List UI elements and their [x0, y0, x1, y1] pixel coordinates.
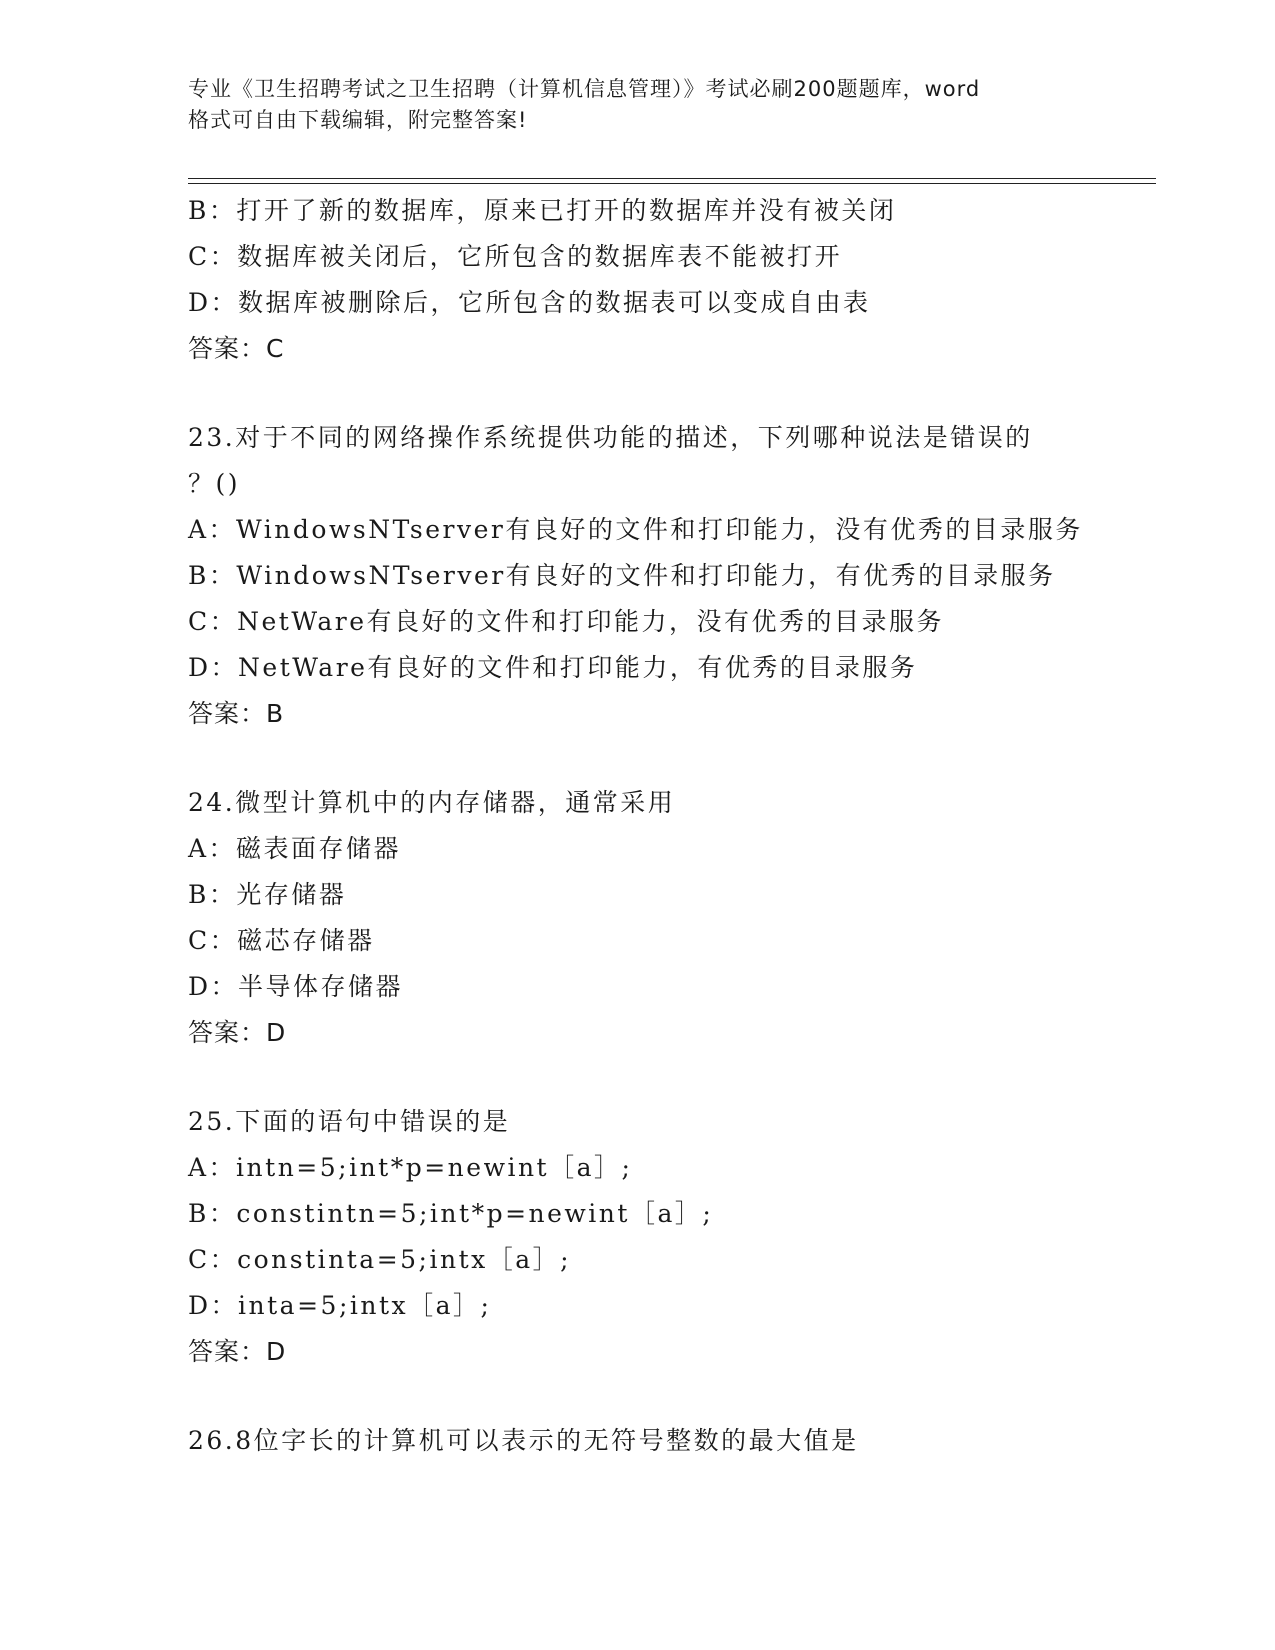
option-b: B：光存储器 — [188, 880, 347, 909]
question-25 — [188, 1099, 1088, 1375]
header-title-line-1: 专业《卫生招聘考试之卫生招聘（计算机信息管理）》考试必刷200题题库，word — [188, 77, 981, 101]
option-a: A：intn=5;int*p=newint［a］; — [188, 1153, 633, 1182]
question-list — [188, 188, 1088, 1464]
option-c: C：NetWare有良好的文件和打印能力，没有优秀的目录服务 — [188, 607, 945, 636]
question-gap — [188, 737, 1088, 780]
question-gap — [188, 1056, 1088, 1099]
header-double-rule — [188, 178, 1156, 184]
option-d: D：NetWare有良好的文件和打印能力，有优秀的目录服务 — [188, 653, 918, 682]
option-a: A：磁表面存储器 — [188, 834, 402, 863]
question-stem: 25.下面的语句中错误的是 — [188, 1107, 511, 1136]
option-b: B：WindowsNTserver有良好的文件和打印能力，有优秀的目录服务 — [188, 561, 1056, 590]
question-23 — [188, 415, 1088, 737]
question-24 — [188, 780, 1088, 1056]
answer-line: 答案：B — [188, 699, 285, 728]
document-header — [188, 74, 1088, 136]
question-26 — [188, 1418, 1088, 1464]
header-title-line-2: 格式可自由下载编辑，附完整答案! — [188, 108, 528, 132]
question-22-continued — [188, 188, 1088, 372]
question-stem: 24.微型计算机中的内存储器，通常采用 — [188, 788, 676, 817]
question-stem: 26.8位字长的计算机可以表示的无符号整数的最大值是 — [188, 1426, 859, 1455]
option-a: A：WindowsNTserver有良好的文件和打印能力，没有优秀的目录服务 — [188, 515, 1083, 544]
option-d: D：inta=5;intx［a］; — [188, 1291, 492, 1320]
option-b: B：打开了新的数据库，原来已打开的数据库并没有被关闭 — [188, 196, 897, 225]
option-d: D：半导体存储器 — [188, 972, 404, 1001]
question-stem-continued: ？() — [188, 469, 241, 498]
answer-line: 答案：C — [188, 334, 285, 363]
answer-line: 答案：D — [188, 1337, 287, 1366]
option-d: D：数据库被删除后，它所包含的数据表可以变成自由表 — [188, 288, 871, 317]
question-stem: 23.对于不同的网络操作系统提供功能的描述，下列哪种说法是错误的 — [188, 423, 1033, 452]
question-gap — [188, 372, 1088, 415]
answer-line: 答案：D — [188, 1018, 287, 1047]
option-b: B：constintn=5;int*p=newint［a］; — [188, 1199, 714, 1228]
option-c: C：constinta=5;intx［a］; — [188, 1245, 572, 1274]
option-c: C：磁芯存储器 — [188, 926, 375, 955]
option-c: C：数据库被关闭后，它所包含的数据库表不能被打开 — [188, 242, 843, 271]
question-gap — [188, 1375, 1088, 1418]
